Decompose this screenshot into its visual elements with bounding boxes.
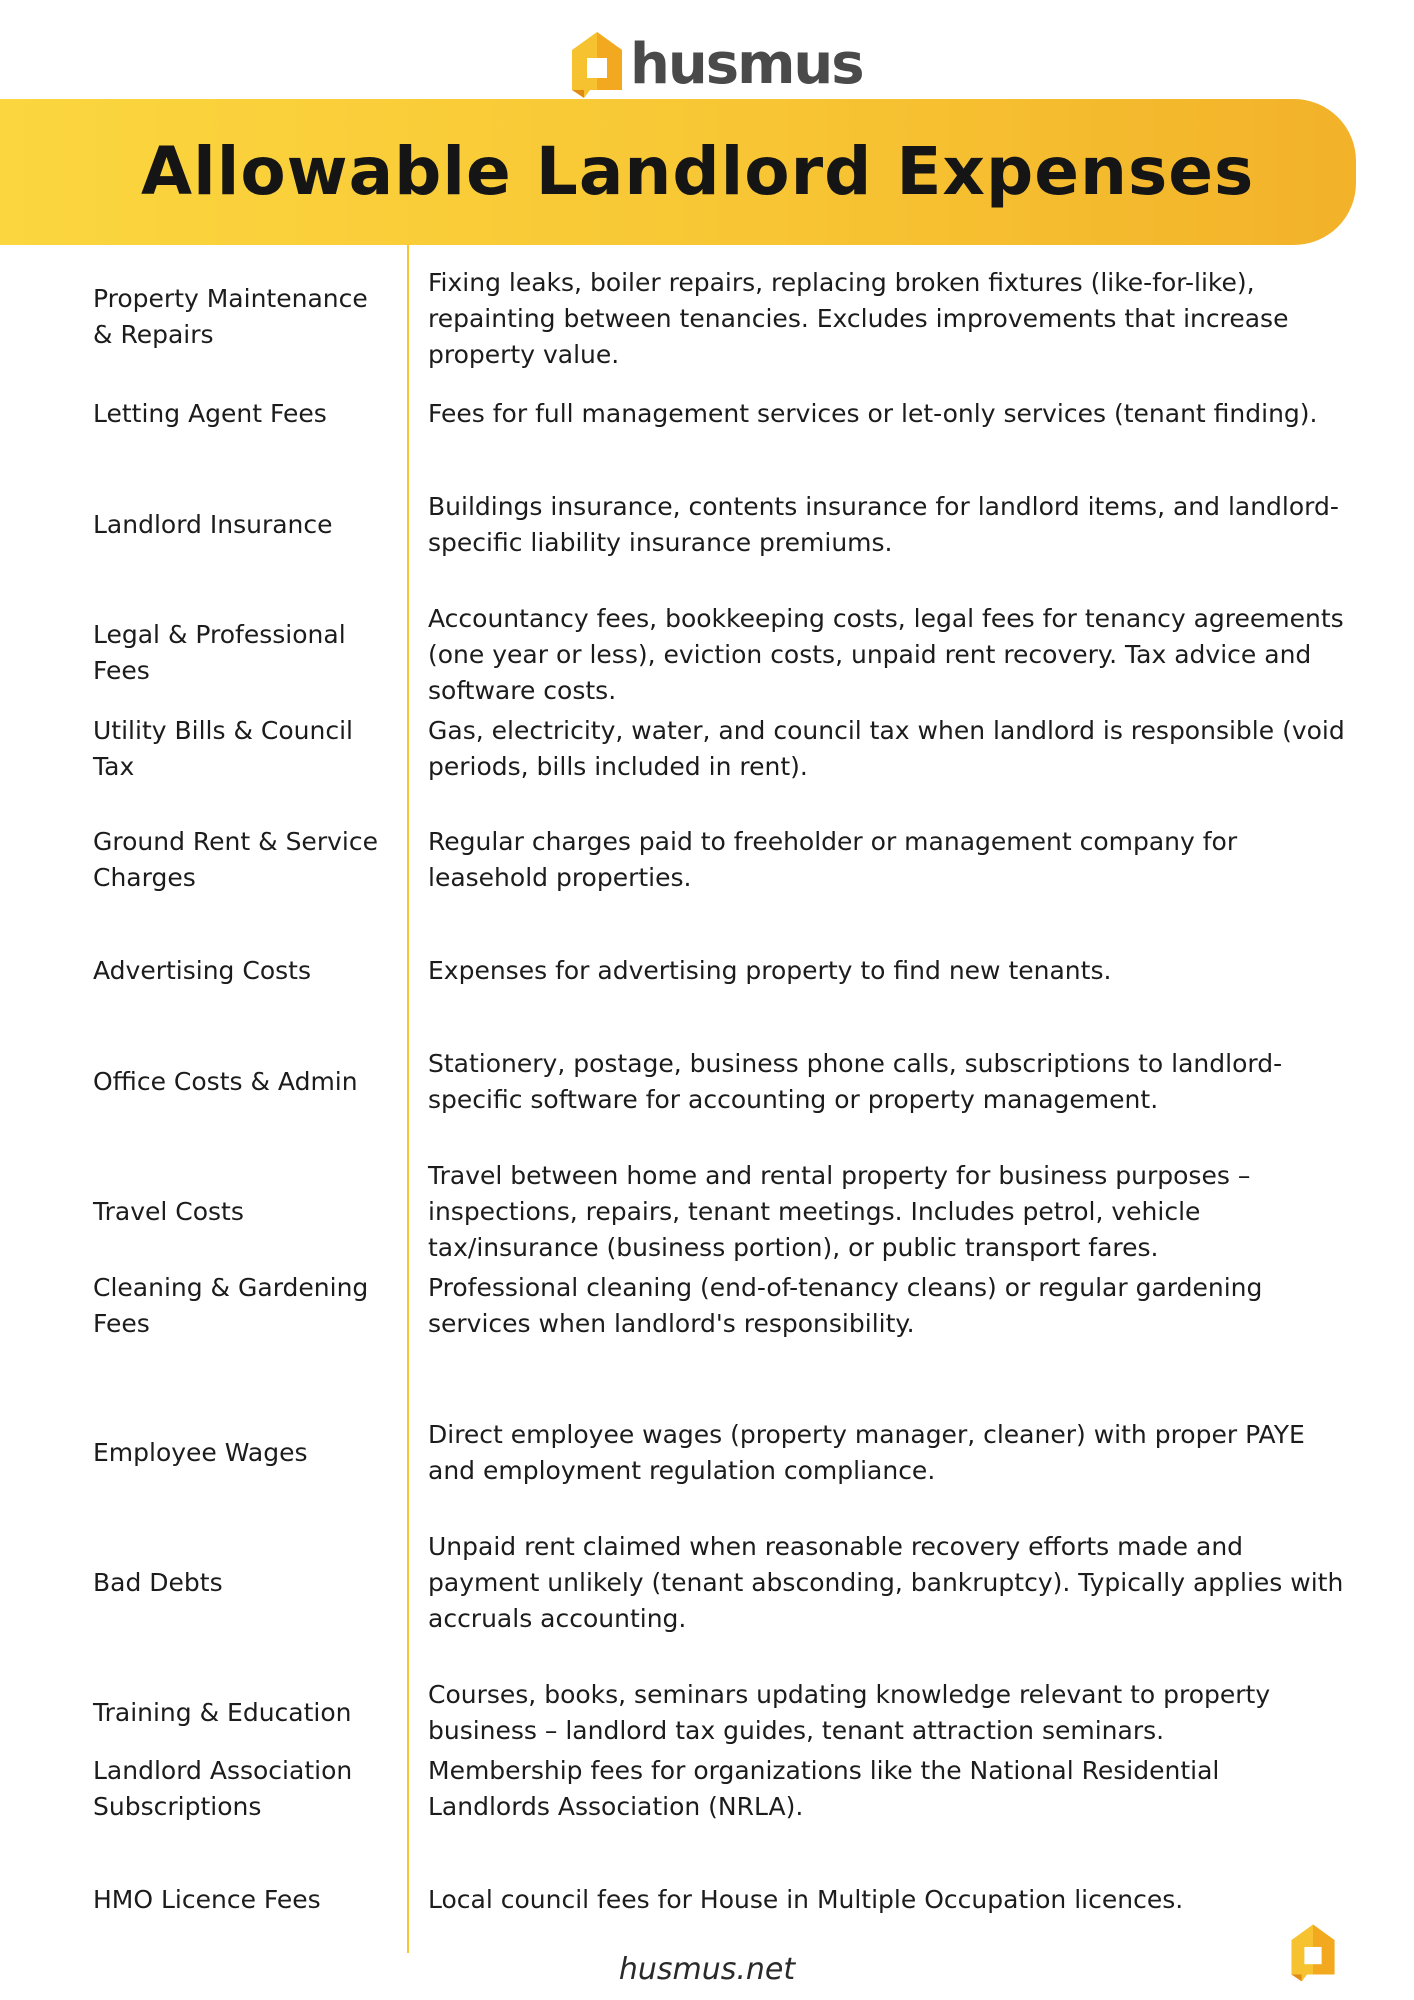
expense-description: Stationery, postage, business phone calls, subscriptions to landlord-specific software for accounting or property management. — [428, 1049, 1283, 1114]
expense-category: Advertising Costs — [93, 956, 311, 985]
expense-description: Fixing leaks, boiler repairs, replacing broken fixtures (like-for-like), repainting between tenancies. Excludes improvements that increase property value. — [428, 268, 1289, 369]
expense-description: Gas, electricity, water, and council tax when landlord is responsible (void periods, bills included in rent). — [428, 716, 1345, 781]
expense-category: HMO Licence Fees — [93, 1885, 321, 1914]
expense-category: Bad Debts — [93, 1568, 223, 1597]
expense-category: Landlord Insurance — [93, 510, 333, 539]
expense-category: Utility Bills & Council Tax — [93, 716, 353, 781]
expense-description: Membership fees for organizations like the National Residential Landlords Association (NRLA). — [428, 1756, 1220, 1821]
expense-category: Legal & Professional Fees — [93, 620, 346, 685]
expense-category: Ground Rent & Service Charges — [93, 827, 378, 892]
house-logo-icon — [1288, 1922, 1338, 1984]
expense-category: Cleaning & Gardening Fees — [93, 1273, 369, 1338]
expense-description: Courses, books, seminars updating knowledge relevant to property business – landlord tax guides, tenant attraction seminars. — [428, 1680, 1271, 1745]
expense-category: Landlord Association Subscriptions — [93, 1756, 353, 1821]
page-title: Allowable Landlord Expenses — [141, 133, 1255, 210]
expense-description: Fees for full management services or let-only services (tenant finding). — [428, 399, 1318, 428]
expense-description: Direct employee wages (property manager, cleaner) with proper PAYE and employment regulation compliance. — [428, 1420, 1305, 1485]
expense-category: Employee Wages — [93, 1438, 308, 1467]
footer-website[interactable]: husmus.net — [618, 1952, 796, 1987]
expense-description: Unpaid rent claimed when reasonable recovery efforts made and payment unlikely (tenant absconding, bankruptcy). Typically applies with accruals accounting. — [428, 1532, 1344, 1633]
expense-category: Office Costs & Admin — [93, 1067, 358, 1096]
expense-description: Local council fees for House in Multiple Occupation licences. — [428, 1885, 1184, 1914]
expense-category: Letting Agent Fees — [93, 399, 327, 428]
expense-category: Property Maintenance & Repairs — [93, 284, 368, 349]
expense-description: Expenses for advertising property to find new tenants. — [428, 956, 1112, 985]
expense-description: Travel between home and rental property for business purposes – inspections, repairs, tenant meetings. Includes petrol, vehicle tax/insurance (business portion), or public transport fares. — [428, 1161, 1251, 1262]
expense-description: Accountancy fees, bookkeeping costs, legal fees for tenancy agreements (one year or less), eviction costs, unpaid rent recovery. Tax advice and software costs. — [428, 604, 1344, 705]
expense-description: Regular charges paid to freeholder or management company for leasehold properties. — [428, 827, 1238, 892]
expense-description: Professional cleaning (end-of-tenancy cleans) or regular gardening services when landlord's responsibility. — [428, 1273, 1263, 1338]
expense-category: Travel Costs — [93, 1197, 244, 1226]
expense-description: Buildings insurance, contents insurance for landlord items, and landlord-specific liability insurance premiums. — [428, 492, 1339, 557]
brand-name: husmus — [630, 32, 863, 97]
expense-category: Training & Education — [93, 1698, 352, 1727]
